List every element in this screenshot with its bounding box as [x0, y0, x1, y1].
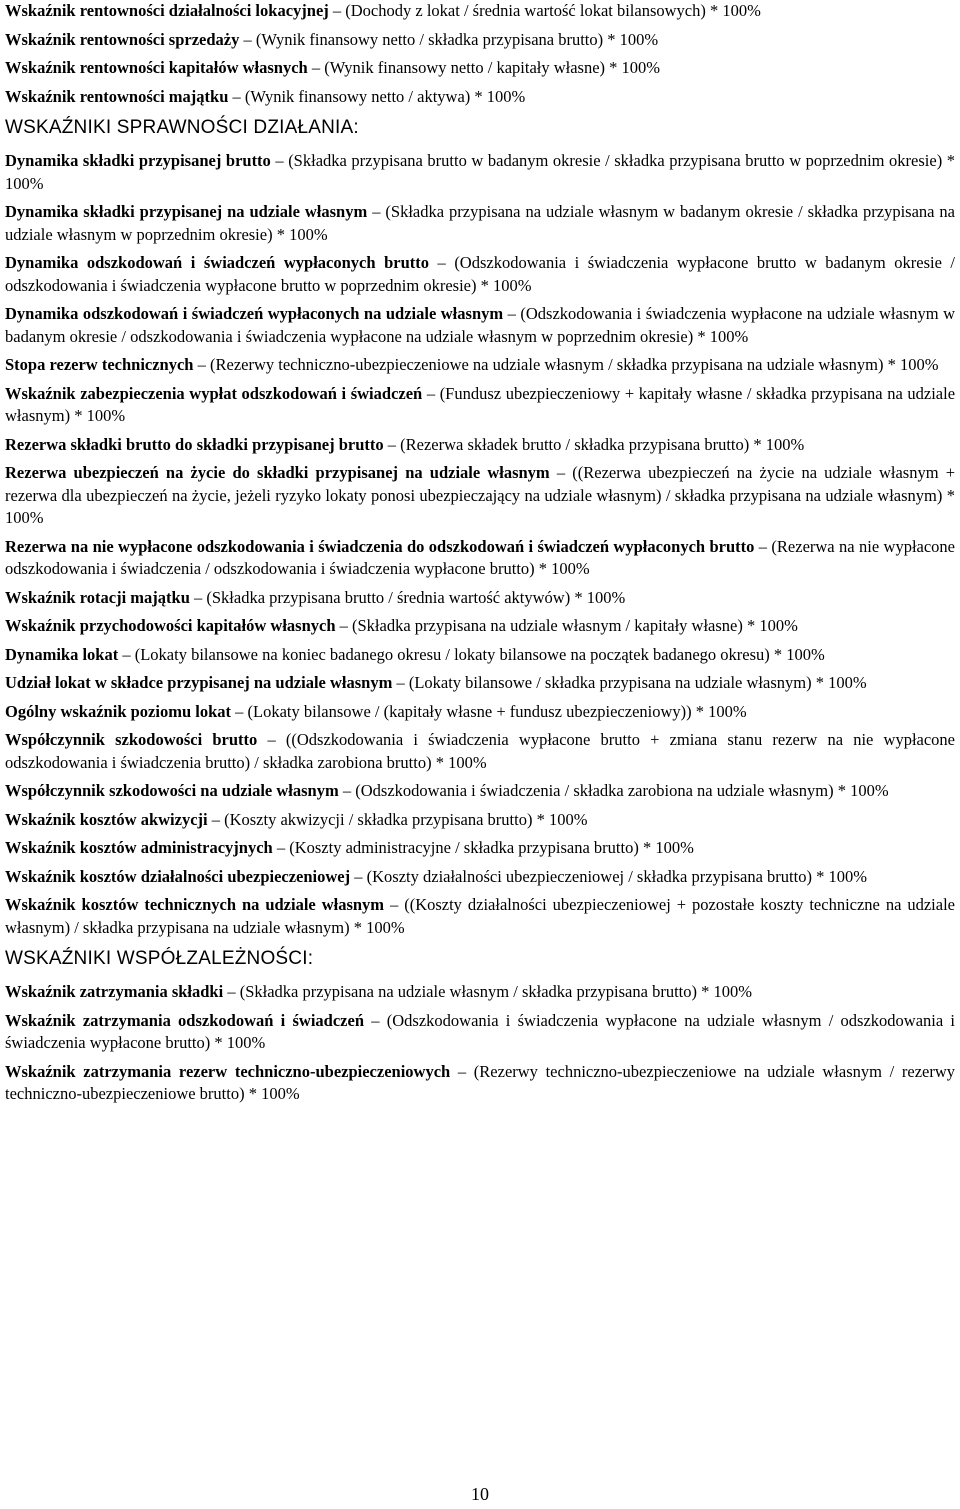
ratio-term: Wskaźnik kosztów akwizycji: [5, 809, 208, 829]
ratio-definition: [5, 536, 955, 581]
ratio-term: Dynamika odszkodowań i świadczeń wypłaconych na udziale własnym: [5, 304, 504, 323]
ratio-definition: [5, 462, 955, 530]
dash-separator: –: [354, 866, 363, 886]
ratio-formula: (Rezerwa składek brutto / składka przypisana brutto) * 100%: [400, 434, 805, 454]
dash-separator: –: [457, 1061, 467, 1081]
ratio-formula: (Odszkodowania i świadczenia wypłacone na udziale własnym / odszkodowania i świadczenia wypłacone brutto) * 100%: [5, 1010, 956, 1052]
ratio-term: Współczynnik szkodowości na udziale własnym: [5, 781, 339, 800]
ratio-definition: [5, 1010, 955, 1055]
dash-separator: –: [194, 587, 203, 607]
dash-separator: –: [122, 644, 131, 664]
ratio-definition: [5, 201, 955, 246]
ratio-formula: ((Koszty działalności ubezpieczeniowej + pozostałe koszty techniczne na udziale własnym) / składka przypisana na udziale własnym) * 100%: [5, 895, 955, 937]
ratio-term: Udział lokat w składce przypisanej na udziale własnym: [5, 673, 393, 692]
ratio-formula: (Odszkodowania i świadczenia wypłacone na udziale własnym w badanym okresie / odszkodowania i świadczenia wypłacone na udziale własnym w poprzednim okresie) * 100%: [5, 304, 955, 346]
ratio-term: Wskaźnik zatrzymania rezerw techniczno-ubezpieczeniowych: [5, 1061, 451, 1081]
ratio-formula: (Odszkodowania i świadczenia / składka zarobiona na udziale własnym) * 100%: [355, 781, 889, 800]
dash-separator: –: [426, 383, 436, 403]
dash-separator: –: [232, 86, 241, 106]
ratio-term: Dynamika składki przypisanej na udziale własnym: [5, 202, 368, 221]
ratio-definition: [5, 252, 955, 297]
dash-separator: –: [396, 673, 405, 692]
ratio-formula: (Odszkodowania i świadczenia wypłacone brutto w badanym okresie / odszkodowania i świadczenia wypłacone brutto w poprzednim okresie) * 100%: [5, 253, 956, 295]
dash-separator: –: [339, 616, 348, 635]
ratio-term: Wskaźnik zatrzymania odszkodowań i świadczeń: [5, 1010, 364, 1030]
ratio-definition: [5, 434, 955, 457]
ratio-definition: [5, 86, 955, 109]
dash-separator: –: [556, 463, 566, 482]
ratio-formula: (Lokaty bilansowe na koniec badanego okresu / lokaty bilansowe na początek badanego okresu) * 100%: [134, 644, 825, 664]
ratio-definition: [5, 644, 955, 667]
dash-separator: –: [507, 304, 516, 323]
ratio-definition: [5, 729, 955, 774]
ratio-definition: [5, 354, 955, 377]
ratio-formula: (Wynik finansowy netto / aktywa) * 100%: [244, 86, 526, 106]
document-body: [5, 0, 955, 1112]
ratio-definition: [5, 57, 955, 80]
ratio-definition: [5, 587, 955, 610]
ratio-formula: (Rezerwa na nie wypłacone odszkodowania i świadczenia / odszkodowania i świadczenia wypłacone brutto) * 100%: [5, 536, 955, 578]
ratio-formula: (Rezerwy techniczno-ubezpieczeniowe na udziale własnym / składka przypisana na udziale własnym) * 100%: [210, 355, 939, 374]
dash-separator: –: [197, 355, 206, 374]
ratio-formula: ((Rezerwa ubezpieczeń na życie na udziale własnym + rezerwa dla ubezpieczeń na życie, jeżeli ryzyko lokaty ponosi ubezpieczający na udziale własnym) / składka przypisana na udziale własnym) * 100%: [5, 463, 956, 527]
ratio-formula: (Wynik finansowy netto / kapitały własne) * 100%: [324, 58, 661, 77]
dash-separator: –: [332, 1, 342, 20]
dash-separator: –: [387, 434, 396, 454]
ratio-definition: [5, 1061, 955, 1106]
ratio-formula: (Dochody z lokat / średnia wartość lokat bilansowych) * 100%: [345, 1, 761, 20]
ratio-definition: [5, 615, 955, 638]
dash-separator: –: [267, 730, 276, 749]
dash-separator: –: [390, 895, 399, 914]
dash-separator: –: [372, 202, 381, 221]
ratio-definition: [5, 150, 955, 195]
ratio-term: Wskaźnik kosztów administracyjnych: [5, 838, 273, 857]
ratio-formula: (Składka przypisana brutto / średnia wartość aktywów) * 100%: [206, 587, 626, 607]
ratio-term: Wskaźnik zabezpieczenia wypłat odszkodowań i świadczeń: [5, 383, 423, 403]
dash-separator: –: [342, 781, 352, 800]
ratio-formula: (Składka przypisana na udziale własnym / kapitały własne) * 100%: [352, 616, 798, 635]
ratio-formula: (Rezerwy techniczno-ubezpieczeniowe na udziale własnym / rezerwy techniczno-ubezpieczeniowe brutto) * 100%: [5, 1061, 955, 1103]
ratio-term: Wskaźnik rotacji majątku: [5, 587, 190, 607]
ratio-term: Wskaźnik rentowności majątku: [5, 86, 229, 106]
ratio-definition: [5, 837, 955, 860]
ratio-formula: (Lokaty bilansowe / (kapitały własne + fundusz ubezpieczeniowy)) * 100%: [247, 701, 747, 721]
ratio-term: Dynamika składki przypisanej brutto: [5, 151, 271, 170]
dash-separator: –: [276, 838, 286, 857]
section-heading: WSKAŹNIKI SPRAWNOŚCI DZIAŁANIA:: [5, 117, 359, 138]
ratio-formula: (Koszty akwizycji / składka przypisana brutto) * 100%: [224, 809, 588, 829]
ratio-term: Dynamika lokat: [5, 644, 119, 664]
ratio-term: Stopa rezerw technicznych: [5, 355, 194, 374]
ratio-term: Wskaźnik przychodowości kapitałów własnych: [5, 616, 336, 635]
dash-separator: –: [437, 253, 446, 272]
ratio-formula: (Koszty działalności ubezpieczeniowej / składka przypisana brutto) * 100%: [366, 866, 867, 886]
ratio-term: Wskaźnik kosztów działalności ubezpieczeniowej: [5, 866, 351, 886]
ratio-term: Rezerwa składki brutto do składki przypisanej brutto: [5, 434, 384, 454]
section-heading: WSKAŹNIKI WSPÓŁZALEŻNOŚCI:: [5, 948, 314, 969]
dash-separator: –: [211, 809, 220, 829]
ratio-formula: (Wynik finansowy netto / składka przypisana brutto) * 100%: [255, 29, 659, 49]
ratio-formula: (Składka przypisana na udziale własnym w badanym okresie / składka przypisana na udziale własnym w poprzednim okresie) * 100%: [5, 202, 956, 244]
ratio-definition: [5, 894, 955, 939]
ratio-term: Ogólny wskaźnik poziomu lokat: [5, 701, 232, 721]
ratio-formula: ((Odszkodowania i świadczenia wypłacone brutto + zmiana stanu rezerw na nie wypłacone odszkodowania i świadczenia brutto) / składka zarobiona brutto) * 100%: [5, 730, 955, 772]
ratio-definition: [5, 672, 955, 695]
ratio-term: Wskaźnik rentowności kapitałów własnych: [5, 58, 308, 77]
ratio-term: Wskaźnik rentowności działalności lokacyjnej: [5, 1, 329, 20]
ratio-definition: [5, 981, 955, 1004]
ratio-formula: (Fundusz ubezpieczeniowy + kapitały własne / składka przypisana na udziale własnym) * 100%: [5, 383, 956, 425]
ratio-definition: [5, 0, 955, 23]
dash-separator: –: [371, 1010, 380, 1030]
ratio-definition: [5, 383, 955, 428]
page-number: 10: [471, 1484, 489, 1504]
dash-separator: –: [227, 982, 236, 1001]
ratio-term: Współczynnik szkodowości brutto: [5, 730, 258, 749]
dash-separator: –: [758, 536, 768, 556]
ratio-term: Wskaźnik rentowności sprzedaży: [5, 29, 240, 49]
ratio-definition: [5, 866, 955, 889]
ratio-definition: [5, 780, 955, 803]
ratio-definition: [5, 701, 955, 724]
ratio-term: Wskaźnik kosztów technicznych na udziale własnym: [5, 895, 385, 914]
ratio-formula: (Koszty administracyjne / składka przypisana brutto) * 100%: [289, 838, 694, 857]
ratio-definition: [5, 303, 955, 348]
ratio-formula: (Składka przypisana brutto w badanym okresie / składka przypisana brutto w poprzednim okresie) * 100%: [5, 151, 955, 193]
ratio-term: Rezerwa na nie wypłacone odszkodowania i świadczenia do odszkodowań i świadczeń wypłaconych brutto: [5, 536, 755, 556]
ratio-formula: (Lokaty bilansowe / składka przypisana na udziale własnym) * 100%: [408, 673, 867, 692]
dash-separator: –: [275, 151, 284, 170]
dash-separator: –: [235, 701, 244, 721]
dash-separator: –: [243, 29, 252, 49]
ratio-formula: (Składka przypisana na udziale własnym / składka przypisana brutto) * 100%: [239, 982, 752, 1001]
dash-separator: –: [311, 58, 321, 77]
ratio-term: Wskaźnik zatrzymania składki: [5, 982, 224, 1001]
ratio-term: Rezerwa ubezpieczeń na życie do składki przypisanej na udziale własnym: [5, 463, 550, 482]
ratio-definition: [5, 809, 955, 832]
ratio-definition: [5, 29, 955, 52]
ratio-term: Dynamika odszkodowań i świadczeń wypłaconych brutto: [5, 253, 429, 272]
